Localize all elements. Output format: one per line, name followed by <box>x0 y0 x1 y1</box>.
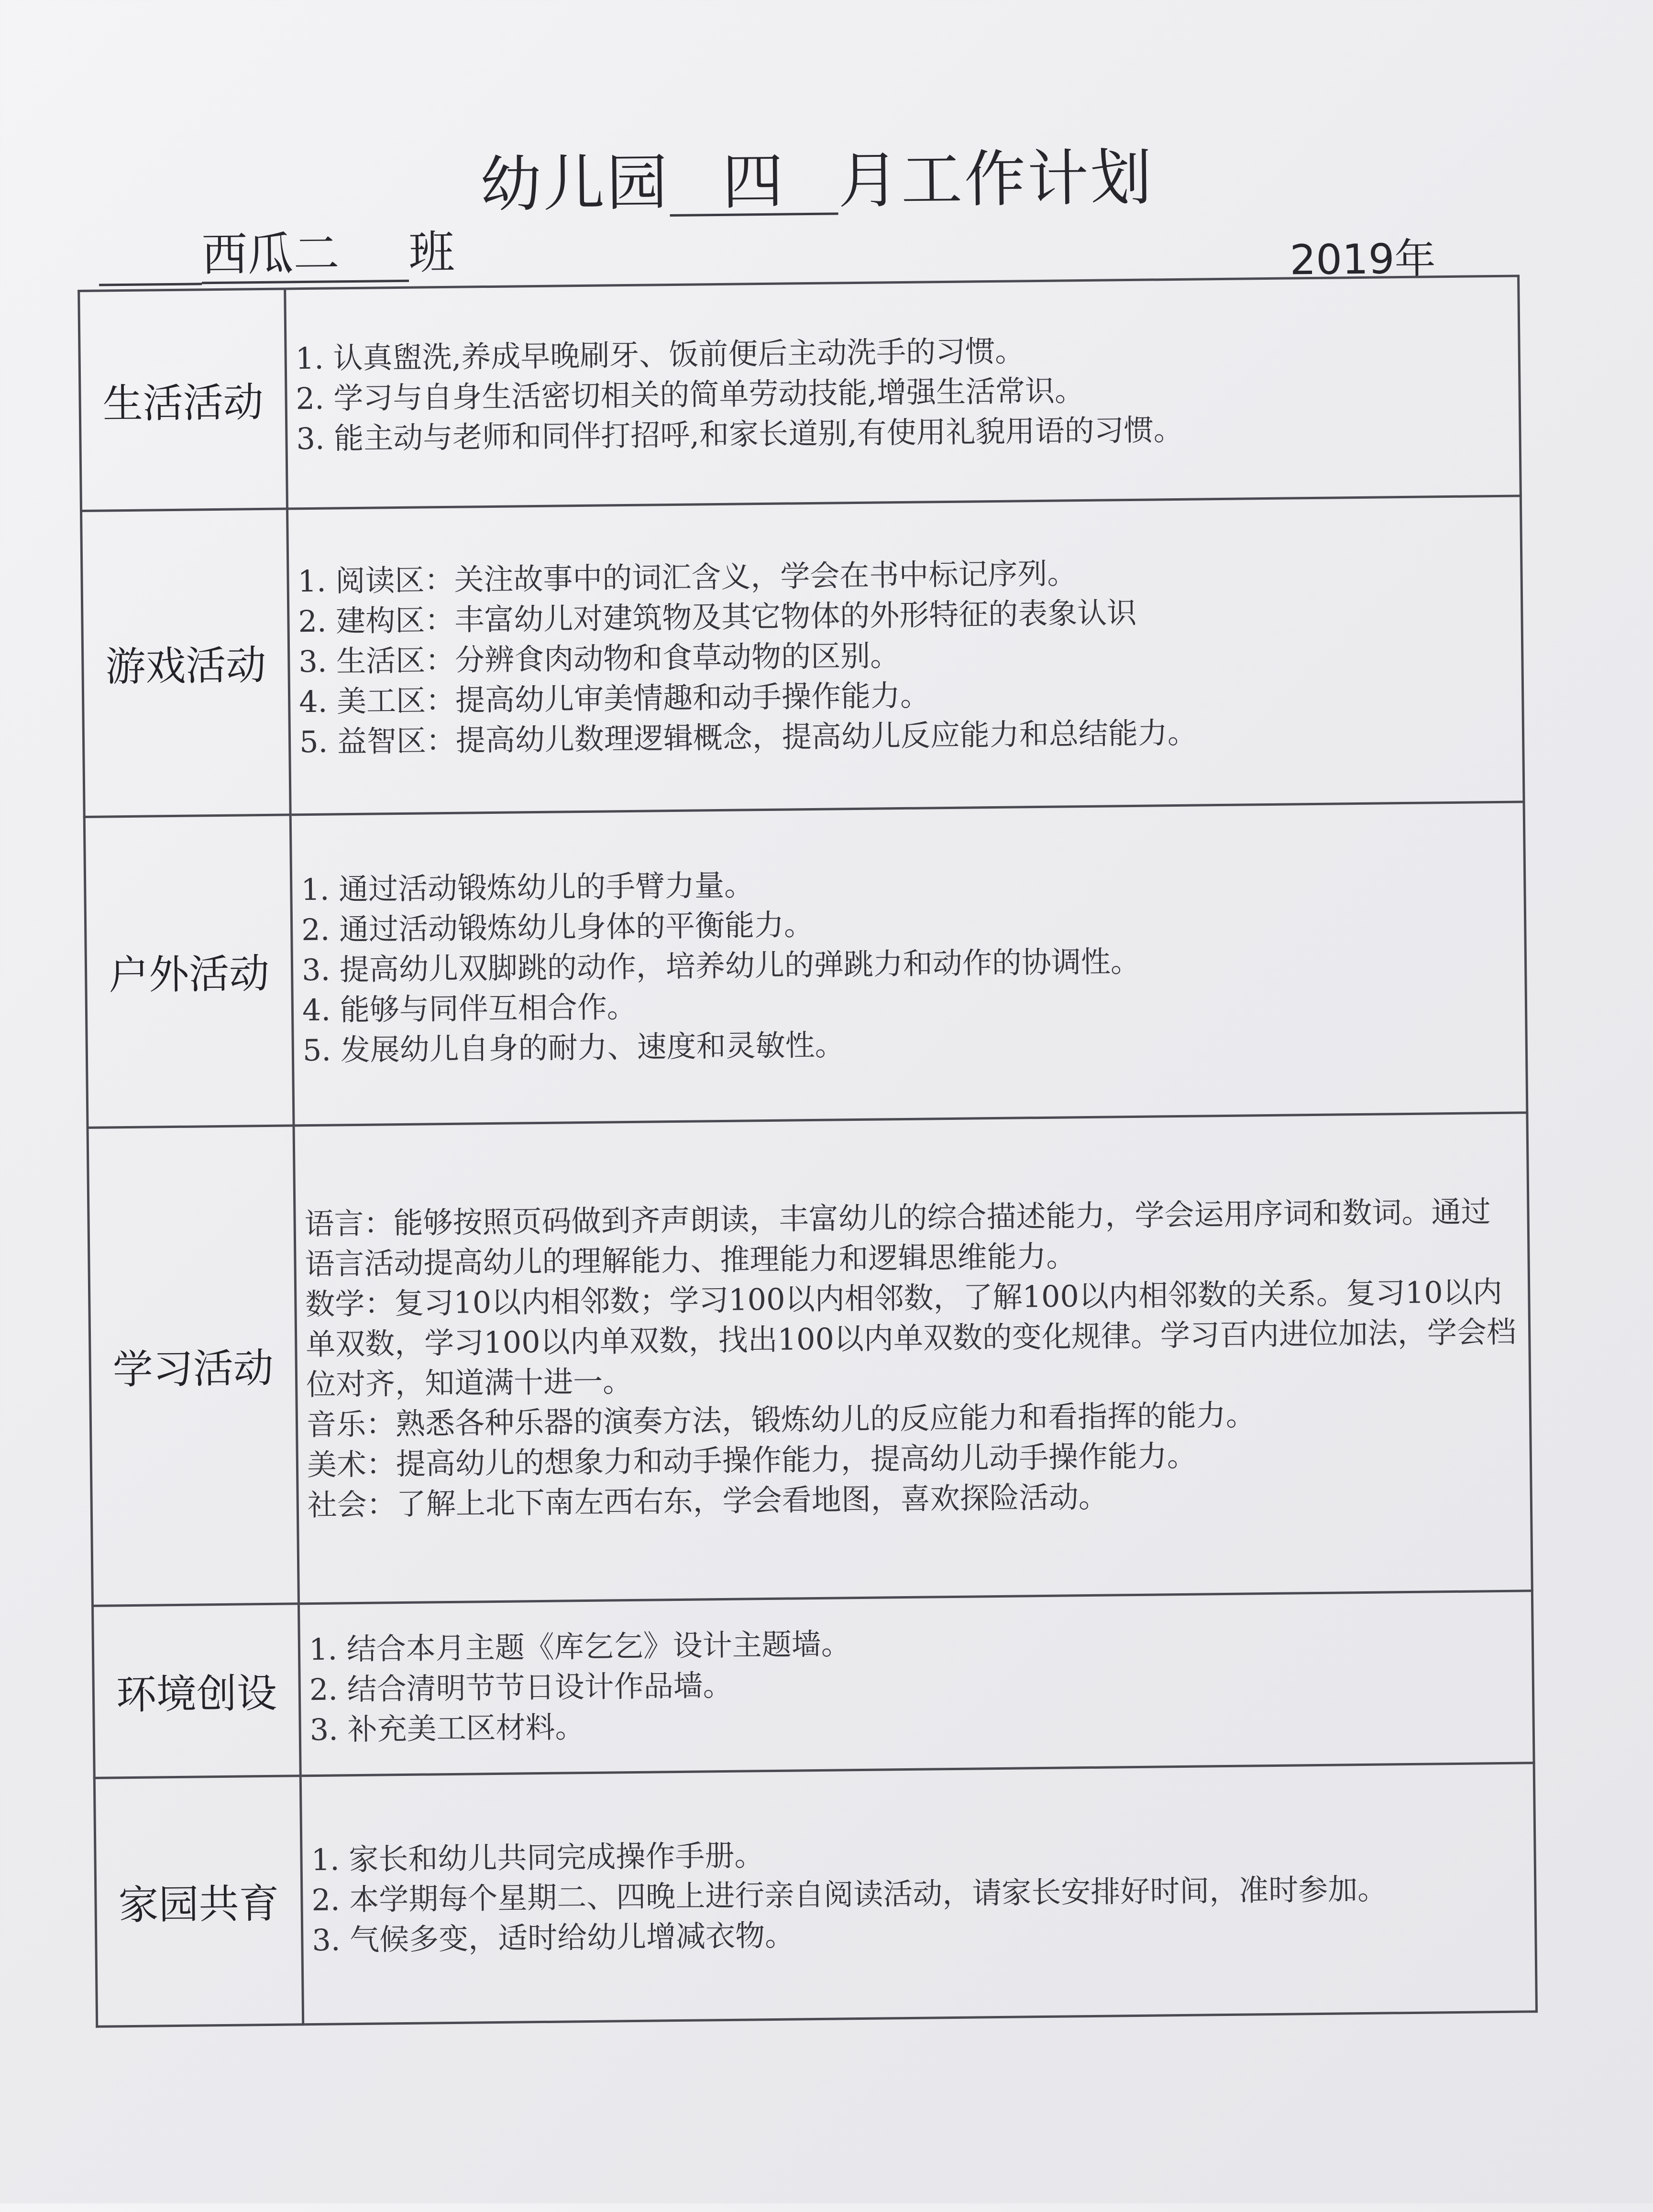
page-title <box>0 135 1644 229</box>
list-item: 2. 学习与自身生活密切相关的简单劳动技能,增强生活常识。 <box>296 372 1085 416</box>
list-item: 语言：能够按照页码做到齐声朗读，丰富幼儿的综合描述能力，学会运用序词和数词。通过语言活动提高幼儿的理解能力、推理能力和逻辑思维能力。 <box>304 1194 1491 1281</box>
list-item: 2. 建构区：丰富幼儿对建筑物及其它物体的外形特征的表象认识 <box>298 595 1137 639</box>
table-row <box>79 276 1521 511</box>
table-row <box>84 802 1527 1128</box>
list-item: 音乐：熟悉各种乐器的演奏方法，锻炼幼儿的反应能力和看指挥的能力。 <box>306 1397 1256 1442</box>
list-item: 3. 能主动与老师和同伴打招呼,和家长道别,有使用礼貌用语的习惯。 <box>296 412 1184 456</box>
class-suffix: 班 <box>408 225 455 280</box>
list-item: 社会：了解上北下南左西右东，学会看地图，喜欢探险活动。 <box>307 1479 1109 1522</box>
list-item: 4. 能够与同伴互相合作。 <box>302 989 637 1028</box>
list-item: 2. 通过活动锻炼幼儿身体的平衡能力。 <box>301 907 814 947</box>
class-name: 西瓜二 <box>201 226 409 285</box>
list-item: 1. 认真盥洗,养成早晚刷牙、饭前便后主动洗手的习惯。 <box>295 333 1025 376</box>
list-item: 4. 美工区：提高幼儿审美情趣和动手操作能力。 <box>298 677 930 719</box>
list-item: 3. 气候多变，适时给幼儿增减衣物。 <box>311 1917 795 1958</box>
section-content-outdoor <box>290 802 1527 1126</box>
table-row <box>94 1763 1536 2026</box>
list-item: 美术：提高幼儿的想象力和动手操作能力，提高幼儿动手操作能力。 <box>307 1438 1197 1482</box>
list-item: 3. 提高幼儿双脚跳的动作，培养幼儿的弹跳力和动作的协调性。 <box>301 943 1141 987</box>
section-label-game: 游戏活动 <box>81 509 291 817</box>
section-content-life <box>285 276 1521 509</box>
list-item: 2. 结合清明节节日设计作品墙。 <box>309 1667 733 1707</box>
list-item: 1. 结合本月主题《库乞乞》设计主题墙。 <box>309 1626 851 1667</box>
year-label: 2019年 <box>1289 235 1436 285</box>
section-label-environment: 环境创设 <box>93 1604 301 1778</box>
section-label-study: 学习活动 <box>88 1126 298 1606</box>
list-item: 5. 发展幼儿自身的耐力、速度和灵敏性。 <box>302 1027 845 1068</box>
section-content-game <box>287 496 1524 815</box>
section-label-life: 生活活动 <box>79 289 287 511</box>
table-row <box>93 1591 1534 1778</box>
section-content-environment <box>298 1591 1534 1776</box>
class-line <box>99 224 455 286</box>
list-item: 3. 补充美工区材料。 <box>309 1709 585 1747</box>
list-item: 3. 生活区：分辨食肉动物和食草动物的区别。 <box>298 637 900 679</box>
list-item: 数学：复习10以内相邻数；学习100以内相邻数，了解100以内相邻数的关系。复习10以内单双数，学习100以内单双数，找出100以内单双数的变化规律。学习百内进位加法，学会档位对齐，知道满十进一。 <box>305 1274 1517 1402</box>
list-item: 1. 阅读区：关注故事中的词汇含义，学会在书中标记序列。 <box>298 555 1077 599</box>
list-item: 2. 本学期每个星期二、四晚上进行亲自阅读活动，请家长安排好时间，准时参加。 <box>311 1871 1388 1917</box>
list-item: 1. 通过活动锻炼幼儿的手臂力量。 <box>300 867 754 907</box>
section-content-home <box>300 1763 1536 2025</box>
list-item: 5. 益智区：提高幼儿数理逻辑概念，提高幼儿反应能力和总结能力。 <box>299 715 1198 759</box>
title-suffix: 月工作计划 <box>838 142 1154 217</box>
class-blank <box>99 235 202 286</box>
section-label-home: 家园共育 <box>94 1776 303 2026</box>
table-row <box>81 496 1524 817</box>
plan-table <box>77 274 1538 2027</box>
table-row <box>88 1113 1532 1606</box>
list-item: 1. 家长和幼儿共同完成操作手册。 <box>311 1837 764 1877</box>
title-prefix: 幼儿园 <box>480 147 670 221</box>
section-label-outdoor: 户外活动 <box>84 815 294 1128</box>
month-field: 四 <box>669 150 838 217</box>
section-content-study <box>294 1113 1532 1604</box>
